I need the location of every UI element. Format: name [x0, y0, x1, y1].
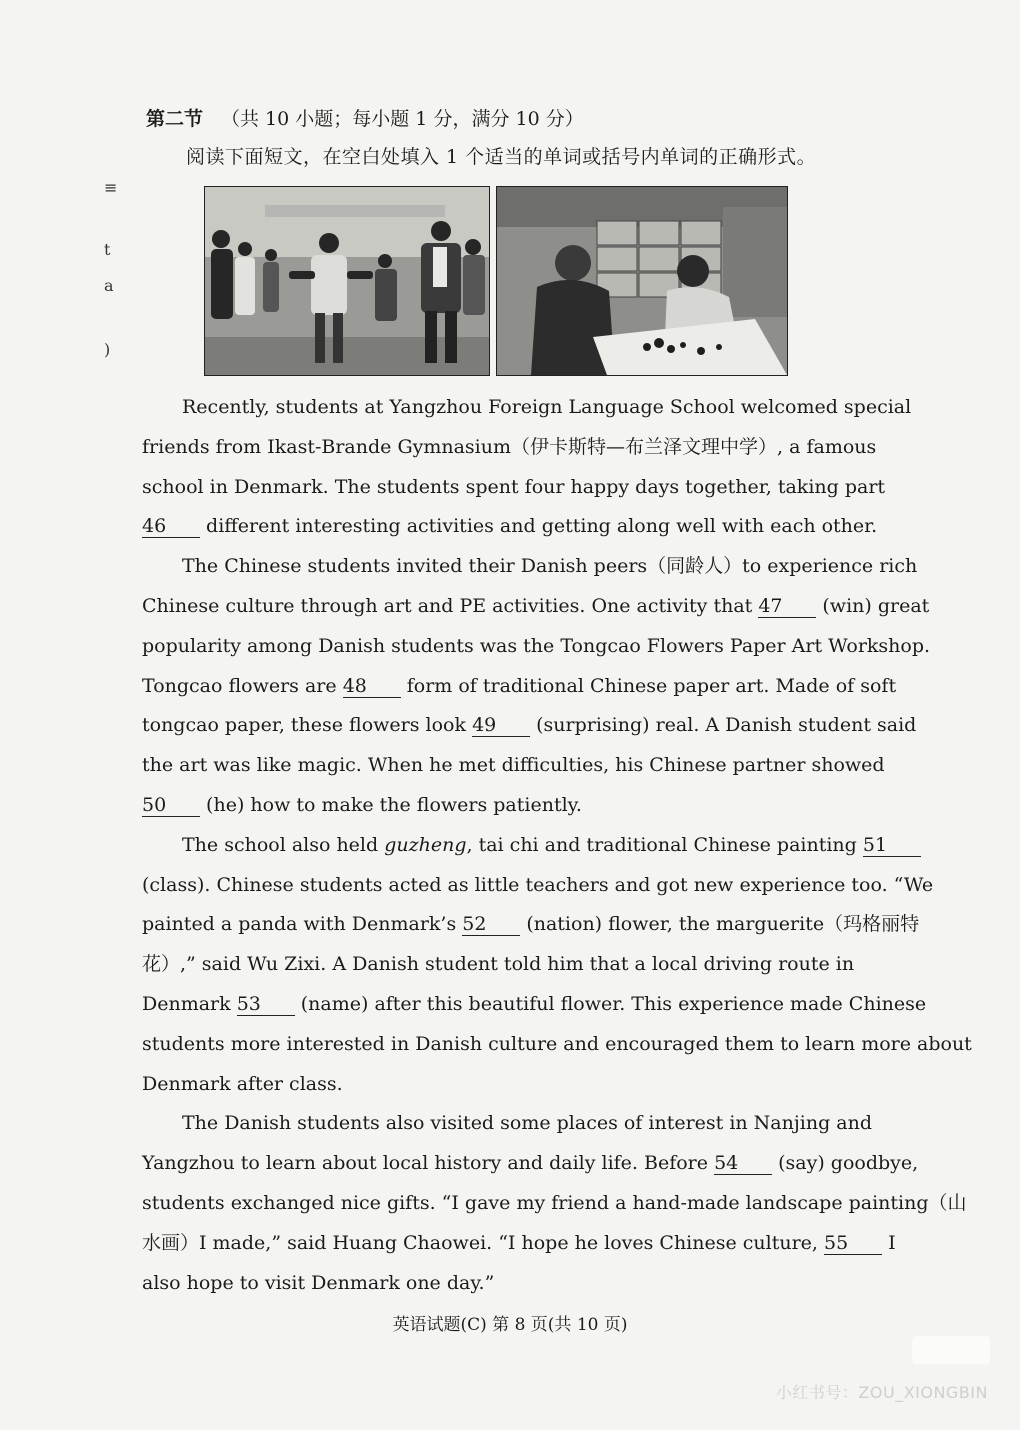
photo-tai-chi [204, 186, 490, 376]
passage-line: Chinese culture through art and PE activities. One activity that 47 (win) great [142, 594, 930, 617]
margin-mark: t [104, 240, 111, 259]
passage-line: The Danish students also visited some places of interest in Nanjing and [182, 1112, 873, 1135]
passage-line: (class). Chinese students acted as little teachers and got new experience too. “We [142, 873, 934, 896]
passage-line: students exchanged nice gifts. “I gave my friend a hand-made landscape painting（山 [142, 1191, 967, 1214]
blank-47[interactable]: 47 [758, 595, 816, 618]
section-title: 第二节 [146, 108, 204, 130]
passage-line: The Chinese students invited their Danish peers（同龄人）to experience rich [182, 555, 918, 578]
passage-line: Tongcao flowers are 48 form of traditional Chinese paper art. Made of soft [142, 674, 897, 697]
blank-53[interactable]: 53 [237, 993, 295, 1016]
passage-line: The school also held guzheng, tai chi and traditional Chinese painting 51 [142, 826, 847, 866]
watermark-box [912, 1336, 990, 1364]
passage-line: the art was like magic. When he met difficulties, his Chinese partner showed [142, 754, 885, 777]
blank-50[interactable]: 50 [142, 794, 200, 817]
section-info: （共 10 小题；每小题 1 分，满分 10 分） [221, 108, 584, 130]
passage-line: also hope to visit Denmark one day.” [142, 1271, 495, 1294]
passage-line: Denmark after class. [142, 1072, 343, 1095]
blank-48[interactable]: 48 [343, 675, 401, 698]
photo-painting [496, 186, 788, 376]
passage-line: painted a panda with Denmark’s 52 (nation) flower, the marguerite（玛格丽特 [142, 913, 920, 936]
passage-line: 46 different interesting activities and getting along well with each other. [142, 515, 878, 538]
tai-chi-photo-image [205, 187, 489, 375]
passage-line: Yangzhou to learn about local history and daily life. Before 54 (say) goodbye, [142, 1152, 919, 1175]
passage-line: popularity among Danish students was the Tongcao Flowers Paper Art Workshop. [142, 634, 931, 657]
watermark: 小红书号：ZOU_XIONGBIN [775, 1383, 988, 1402]
blank-52[interactable]: 52 [462, 913, 520, 936]
section-instruction: 阅读下面短文，在空白处填入 1 个适当的单词或括号内单词的正确形式。 [186, 146, 817, 168]
passage-line: students more interested in Danish culture and encouraged them to learn more about [142, 1032, 972, 1055]
passage-line: 花）,” said Wu Zixi. A Danish student told him that a local driving route in [142, 953, 855, 976]
passage-line: friends from Ikast-Brande Gymnasium（伊卡斯特—布兰泽文理中学）, a famous [142, 435, 877, 458]
passage-line: 水画）I made,” said Huang Chaowei. “I hope he loves Chinese culture, 55 I [142, 1231, 896, 1254]
blank-51[interactable]: 51 [863, 834, 921, 857]
passage-line: school in Denmark. The students spent four happy days together, taking part [142, 475, 886, 498]
blank-55[interactable]: 55 [824, 1232, 882, 1255]
passage-line: Recently, students at Yangzhou Foreign Language School welcomed special [182, 396, 912, 418]
passage-line: tongcao paper, these flowers look 49 (surprising) real. A Danish student said [142, 714, 917, 737]
painting-photo-image [497, 187, 787, 375]
blank-46[interactable]: 46 [142, 515, 200, 538]
passage-line: Denmark 53 (name) after this beautiful flower. This experience made Chinese [142, 992, 927, 1015]
passage-line: 50 (he) how to make the flowers patiently. [142, 793, 582, 816]
blank-49[interactable]: 49 [472, 714, 530, 737]
margin-mark: ) [104, 340, 111, 359]
section-header [146, 104, 584, 131]
margin-mark: a [104, 276, 114, 295]
passage [142, 388, 972, 1303]
margin-mark: ≡ [104, 178, 118, 197]
blank-54[interactable]: 54 [714, 1152, 772, 1175]
page-footer: 英语试题(C) 第 8 页(共 10 页) [392, 1315, 628, 1335]
